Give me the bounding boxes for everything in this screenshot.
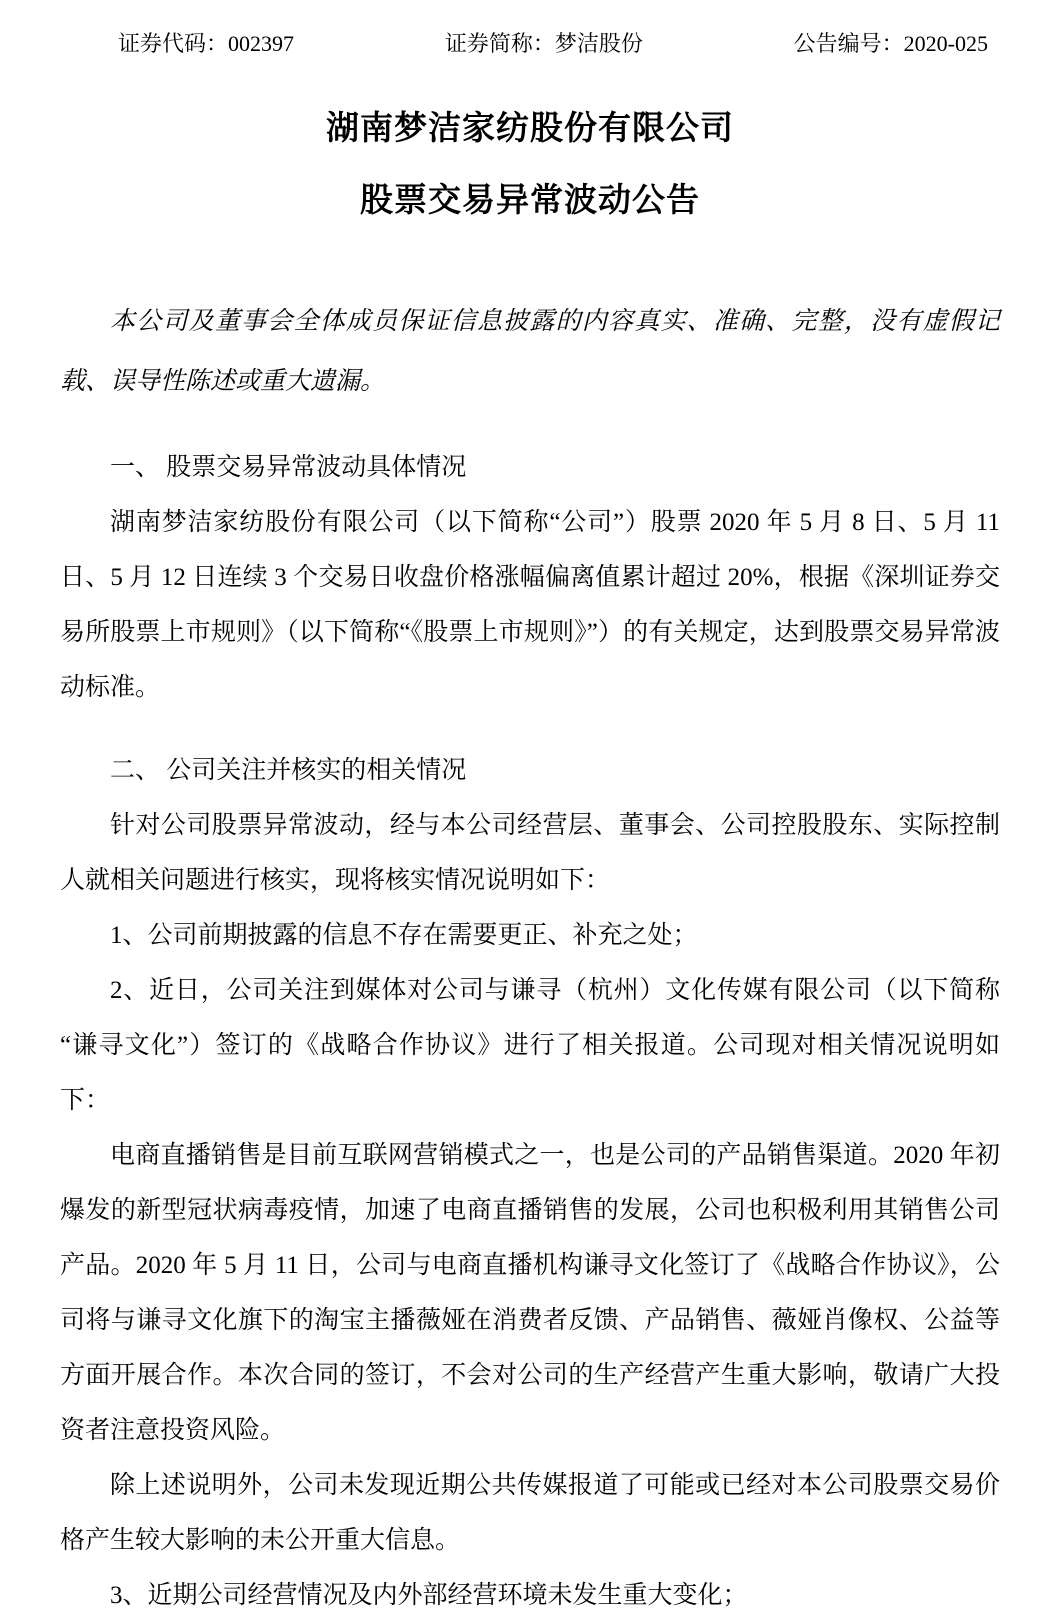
section-2-item-1: 1、公司前期披露的信息不存在需要更正、补充之处； (110, 922, 698, 949)
document-subtitle: 股票交易异常波动公告 (360, 181, 700, 218)
announcement-number: 公告编号：2020-025 (793, 31, 988, 56)
document-title: 湖南梦洁家纺股份有限公司 (326, 109, 734, 146)
stock-short-name: 证券简称：梦洁股份 (444, 31, 643, 56)
section-2-item-3: 3、近期公司经营情况及内外部经营环境未发生重大变化； (110, 1582, 748, 1609)
section-2-heading: 二、 公司关注并核实的相关情况 (110, 757, 467, 784)
document-header (60, 30, 1000, 58)
section-2-paragraph-1: 针对公司股票异常波动，经与本公司经营层、董事会、公司控股股东、实际控制人就相关问题进行核实，现将核实情况说明如下： (60, 812, 1000, 894)
section-2-item-2: 2、近日，公司关注到媒体对公司与谦寻（杭州）文化传媒有限公司（以下简称“谦寻文化”）签订的《战略合作协议》进行了相关报道。公司现对相关情况说明如下： (60, 977, 1000, 1114)
section-1-paragraph-1: 湖南梦洁家纺股份有限公司（以下简称“公司”）股票 2020 年 5 月 8 日、5 月 11 日、5 月 12 日连续 3 个交易日收盘价格涨幅偏离值累计超过 20%，根据《深圳证券交易所股票上市规则》（以下简称“《股票上市规则》”）的有关规定，达到股票交易异常波动标准。 (60, 509, 1000, 701)
stock-code: 证券代码：002397 (118, 31, 295, 56)
section-2-ecommerce-paragraph: 电商直播销售是目前互联网营销模式之一，也是公司的产品销售渠道。2020 年初爆发的新型冠状病毒疫情，加速了电商直播销售的发展，公司也积极利用其销售公司产品。2020 年 5 月 11 日，公司与电商直播机构谦寻文化签订了《战略合作协议》，公司将与谦寻文化旗下的淘宝主播薇娅在消费者反馈、产品销售、薇娅肖像权、公益等方面开展合作。本次合同的签订，不会对公司的生产经营产生重大影响，敬请广大投资者注意投资风险。 (60, 1142, 1000, 1444)
section-1-heading: 一、 股票交易异常波动具体情况 (110, 454, 467, 481)
section-2-media-paragraph: 除上述说明外，公司未发现近期公共传媒报道了可能或已经对本公司股票交易价格产生较大影响的未公开重大信息。 (60, 1472, 1000, 1554)
disclaimer-statement: 本公司及董事会全体成员保证信息披露的内容真实、准确、完整，没有虚假记载、误导性陈述或重大遗漏。 (60, 308, 1000, 395)
